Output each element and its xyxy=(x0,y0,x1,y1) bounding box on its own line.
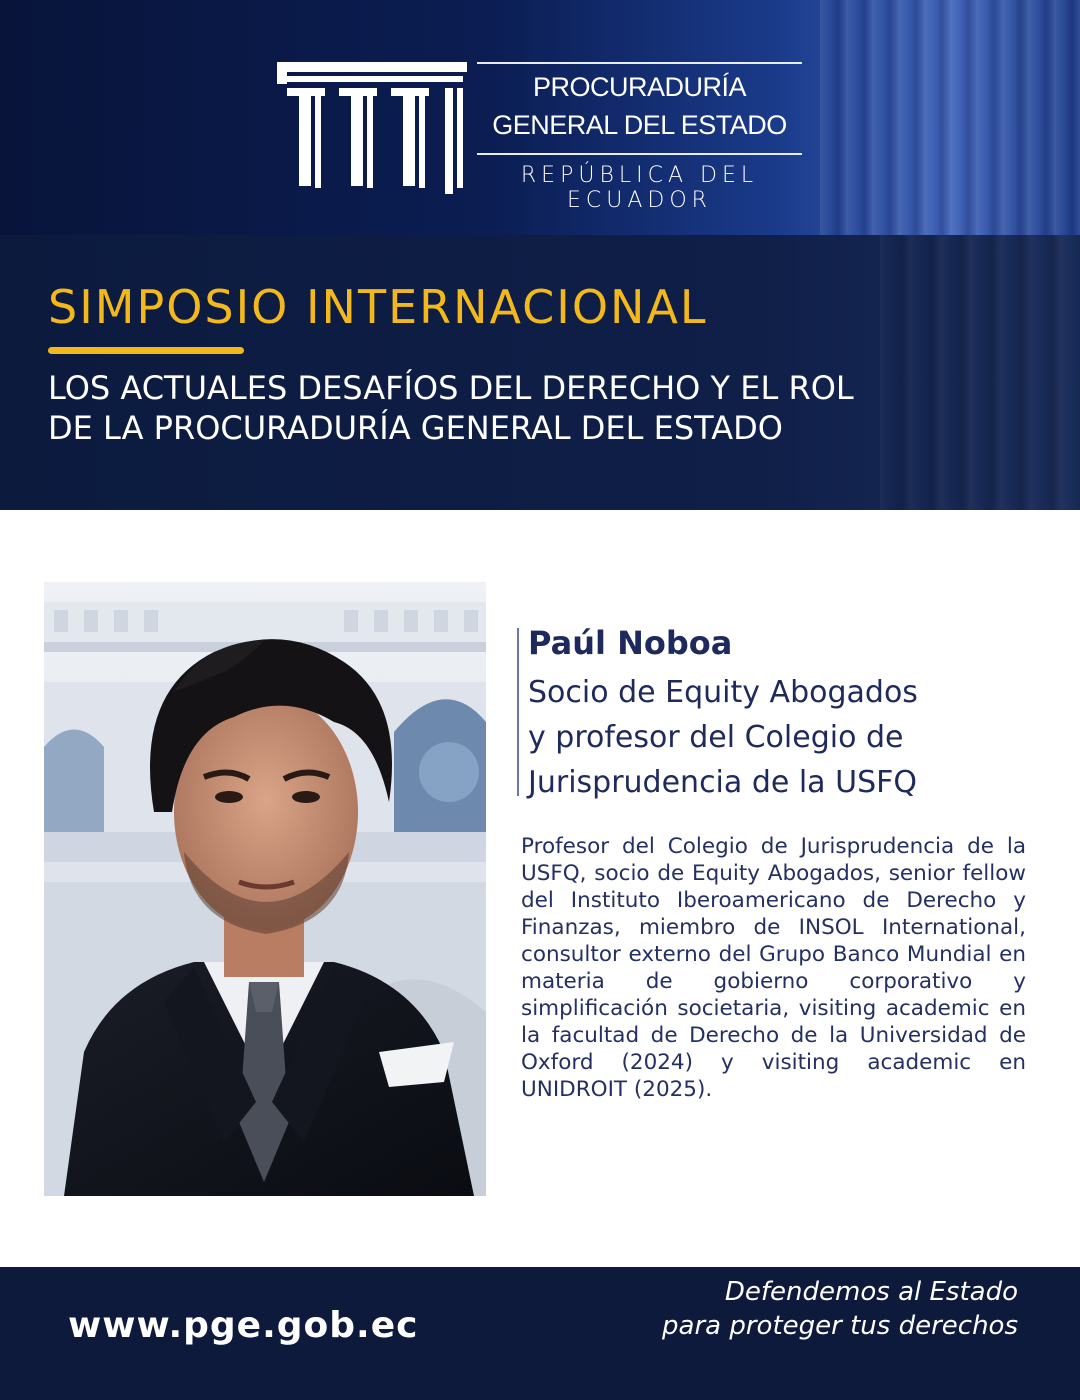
logo-title-line1: PROCURADURÍA xyxy=(532,72,747,102)
event-type-heading: SIMPOSIO INTERNACIONAL xyxy=(48,280,708,334)
speaker-portrait-illustration xyxy=(44,582,486,1196)
website-link[interactable]: www.pge.gob.ec xyxy=(68,1305,419,1346)
header-banner xyxy=(0,0,1080,510)
logo-rule-top xyxy=(477,62,802,64)
event-title xyxy=(48,368,1058,448)
columns-background xyxy=(820,0,1080,235)
logo-rule-bottom xyxy=(477,153,802,155)
logo-title-line2: GENERAL DEL ESTADO xyxy=(492,110,787,140)
footer-slogan xyxy=(662,1275,1018,1343)
event-title-line1: LOS ACTUALES DESAFÍOS DEL DERECHO Y EL ROL xyxy=(48,369,854,407)
speaker-photo xyxy=(44,582,486,1196)
speaker-name: Paúl Noboa xyxy=(528,624,733,662)
speaker-role-line2: y profesor del Colegio de xyxy=(528,720,904,755)
speaker-divider xyxy=(517,628,519,796)
footer-slogan-line2: para proteger tus derechos xyxy=(662,1311,1018,1341)
speaker-bio: Profesor del Colegio de Jurisprudencia de la USFQ, socio de Equity Abogados, senior fellow del Instituto Iberoamericano de Derecho y Finanzas, miembro de INSOL International, consultor externo del Grupo Banco Mundial en materia de gobierno corporativo y simplificación societaria, visiting academic en la facultad de Derecho de la Universidad de Oxford (2024) y visiting academic en UNIDROIT (2025). xyxy=(521,834,1026,1102)
accent-underline xyxy=(48,347,244,354)
logo-country: REPÚBLICA DEL ECUADOR xyxy=(520,163,759,213)
speaker-role-line3: Jurisprudencia de la USFQ xyxy=(528,765,917,800)
speaker-role-line1: Socio de Equity Abogados xyxy=(528,675,918,710)
event-title-line2: DE LA PROCURADURÍA GENERAL DEL ESTADO xyxy=(48,409,783,447)
speaker-role xyxy=(528,670,1048,805)
pge-columns-logo-icon xyxy=(277,62,467,194)
footer-slogan-line1: Defendemos al Estado xyxy=(724,1277,1018,1307)
footer-banner xyxy=(0,1267,1080,1400)
